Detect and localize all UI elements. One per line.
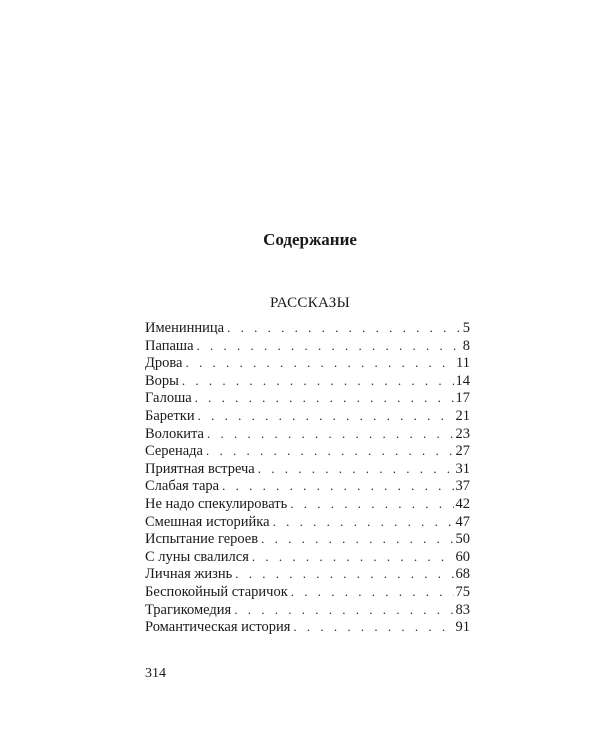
- dot-leader: [185, 354, 454, 372]
- dot-leader: [222, 477, 453, 495]
- section-title: РАССКАЗЫ: [270, 295, 350, 311]
- toc-entry-title: Именинница: [145, 320, 225, 336]
- toc-entry-title: Волокита: [145, 425, 204, 442]
- toc-entry-page: 60: [455, 548, 470, 565]
- toc-entry-title: Приятная встреча: [145, 460, 255, 477]
- toc-entry-page: 37: [455, 478, 470, 495]
- toc-entry-title: Смешная историйка: [145, 513, 270, 530]
- toc-entry-page: 50: [455, 531, 470, 548]
- toc-entry[interactable]: [145, 442, 470, 460]
- dot-leader: [235, 565, 453, 583]
- toc-entry-page: 17: [455, 390, 470, 407]
- toc-entry-page: 91: [455, 619, 470, 636]
- dot-leader: [198, 407, 454, 425]
- toc-entry-page: 75: [455, 583, 470, 600]
- toc-entry-title: Папаша: [145, 337, 194, 354]
- dot-leader: [227, 319, 461, 337]
- toc-entry[interactable]: [145, 389, 470, 407]
- dot-leader: [258, 460, 454, 478]
- toc-entry-title: Трагикомедия: [145, 601, 232, 618]
- dot-leader: [182, 372, 454, 390]
- toc-entry[interactable]: [145, 565, 470, 583]
- dot-leader: [197, 337, 461, 355]
- toc-entry[interactable]: [145, 425, 470, 443]
- toc-entry-page: 83: [455, 601, 470, 618]
- toc-entry-title: Дрова: [145, 355, 183, 372]
- toc-entry-title: Не надо спекулировать: [145, 495, 288, 512]
- dot-leader: [234, 601, 453, 619]
- toc-entry-page: 68: [455, 566, 470, 583]
- dot-leader: [273, 513, 454, 531]
- toc-entry-title: Слабая тара: [145, 478, 220, 495]
- toc-entry[interactable]: [145, 477, 470, 495]
- dot-leader: [252, 548, 454, 566]
- toc-entry-page: 14: [455, 372, 470, 389]
- toc-entry-page: 42: [455, 495, 470, 512]
- toc-entry-title: Воры: [145, 372, 179, 389]
- dot-leader: [293, 618, 453, 636]
- toc-entry[interactable]: [145, 530, 470, 548]
- toc-entry[interactable]: [145, 460, 470, 478]
- dot-leader: [291, 583, 454, 601]
- toc-entry-title: Галоша: [145, 390, 192, 407]
- toc-entry[interactable]: [145, 407, 470, 425]
- dot-leader: [207, 425, 454, 443]
- toc-entry-title: Баретки: [145, 407, 195, 424]
- dot-leader: [290, 495, 453, 513]
- toc-entry-title: Беспокойный старичок: [145, 583, 288, 600]
- toc-entry[interactable]: [145, 495, 470, 513]
- toc-entry-title: Испытание героев: [145, 531, 259, 548]
- table-of-contents: [145, 319, 470, 636]
- toc-entry-title: Романтическая история: [145, 619, 291, 636]
- toc-entry-page: 47: [455, 513, 470, 530]
- toc-entry-page: 8: [462, 337, 470, 354]
- toc-entry[interactable]: [145, 601, 470, 619]
- toc-entry-title: Личная жизнь: [145, 566, 233, 583]
- dot-leader: [206, 442, 454, 460]
- dot-leader: [261, 530, 453, 548]
- toc-entry-page: 21: [455, 407, 470, 424]
- toc-entry[interactable]: [145, 319, 470, 337]
- toc-entry[interactable]: [145, 354, 470, 372]
- toc-entry-title: Серенада: [145, 443, 203, 460]
- page-number: 314: [145, 666, 166, 681]
- toc-entry-page: 23: [455, 425, 470, 442]
- toc-entry-page: 5: [462, 320, 470, 336]
- dot-leader: [195, 389, 454, 407]
- toc-entry[interactable]: [145, 337, 470, 355]
- toc-entry-page: 31: [455, 460, 470, 477]
- toc-entry-page: 27: [455, 443, 470, 460]
- toc-entry[interactable]: [145, 372, 470, 390]
- toc-entry[interactable]: [145, 513, 470, 531]
- toc-entry[interactable]: [145, 548, 470, 566]
- toc-entry-title: С луны свалился: [145, 548, 249, 565]
- page-title: Содержание: [263, 230, 357, 249]
- toc-entry[interactable]: [145, 583, 470, 601]
- toc-entry[interactable]: [145, 618, 470, 636]
- toc-entry-page: 11: [456, 355, 470, 372]
